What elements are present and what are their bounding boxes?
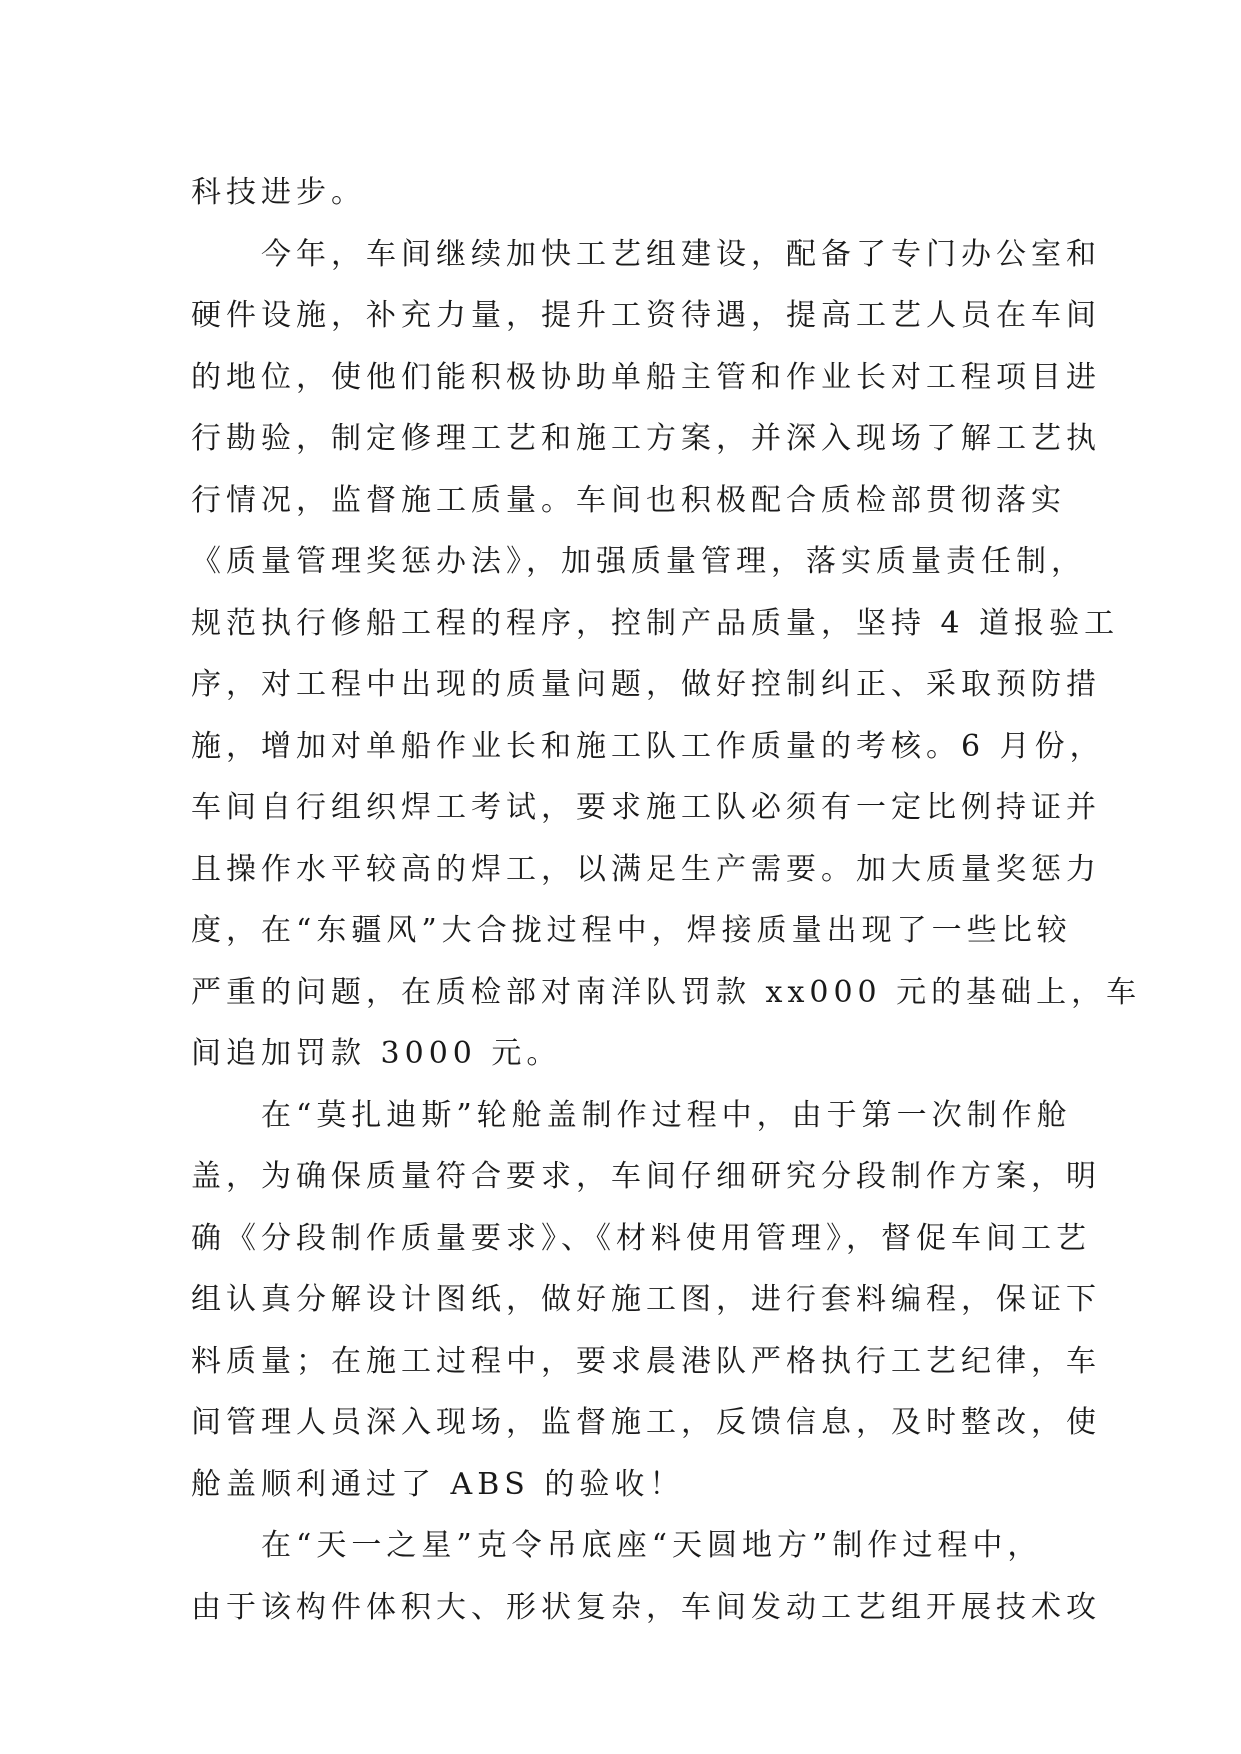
- text-line: 确《分段制作质量要求》、《材料使用管理》，督促车间工艺: [191, 1220, 1091, 1256]
- text-line: 今年，车间继续加快工艺组建设，配备了专门办公室和: [191, 236, 1101, 272]
- text-line: 施，增加对单船作业长和施工队工作质量的考核。6 月份，: [191, 728, 1105, 764]
- text-line: 《质量管理奖惩办法》，加强质量管理，落实质量责任制，: [191, 544, 1086, 579]
- text-line: 规范执行修船工程的程序，控制产品质量，坚持 4 道报验工: [191, 605, 1120, 641]
- text-line: 料质量；在施工过程中，要求晨港队严格执行工艺纪律，车: [191, 1343, 1101, 1379]
- text-line: 序，对工程中出现的质量问题，做好控制纠正、采取预防措: [191, 667, 1101, 702]
- text-line: 硬件设施，补充力量，提升工资待遇，提高工艺人员在车间: [191, 298, 1101, 333]
- text-line: 在“莫扎迪斯”轮舱盖制作过程中，由于第一次制作舱: [191, 1097, 1072, 1133]
- text-line: 度，在“东疆风”大合拢过程中，焊接质量出现了一些比较: [191, 913, 1072, 948]
- text-line: 间追加罚款 3000 元。: [191, 1036, 562, 1071]
- text-line: 在“天一之星”克令吊底座“天圆地方”制作过程中，: [191, 1528, 1043, 1563]
- text-line: 由于该构件体积大、形状复杂，车间发动工艺组开展技术攻: [191, 1589, 1101, 1625]
- text-line: 舱盖顺利通过了 ABS 的验收！: [191, 1466, 685, 1502]
- text-line: 行勘验，制定修理工艺和施工方案，并深入现场了解工艺执: [191, 421, 1101, 456]
- text-line: 间管理人员深入现场，监督施工，反馈信息，及时整改，使: [191, 1405, 1101, 1440]
- document-body: [191, 162, 1142, 1638]
- text-line: 行情况，监督施工质量。车间也积极配合质检部贯彻落实: [191, 482, 1066, 518]
- text-line: 科技进步。: [191, 175, 366, 210]
- text-line: 且操作水平较高的焊工，以满足生产需要。加大质量奖惩力: [191, 851, 1101, 887]
- text-line: 严重的问题，在质检部对南洋队罚款 xx000 元的基础上，车: [191, 974, 1142, 1010]
- text-line: 盖，为确保质量符合要求，车间仔细研究分段制作方案，明: [191, 1159, 1101, 1194]
- text-line: 的地位，使他们能积极协助单船主管和作业长对工程项目进: [191, 359, 1101, 395]
- text-line: 车间自行组织焊工考试，要求施工队必须有一定比例持证并: [191, 790, 1101, 825]
- text-line: 组认真分解设计图纸，做好施工图，进行套料编程，保证下: [191, 1282, 1101, 1317]
